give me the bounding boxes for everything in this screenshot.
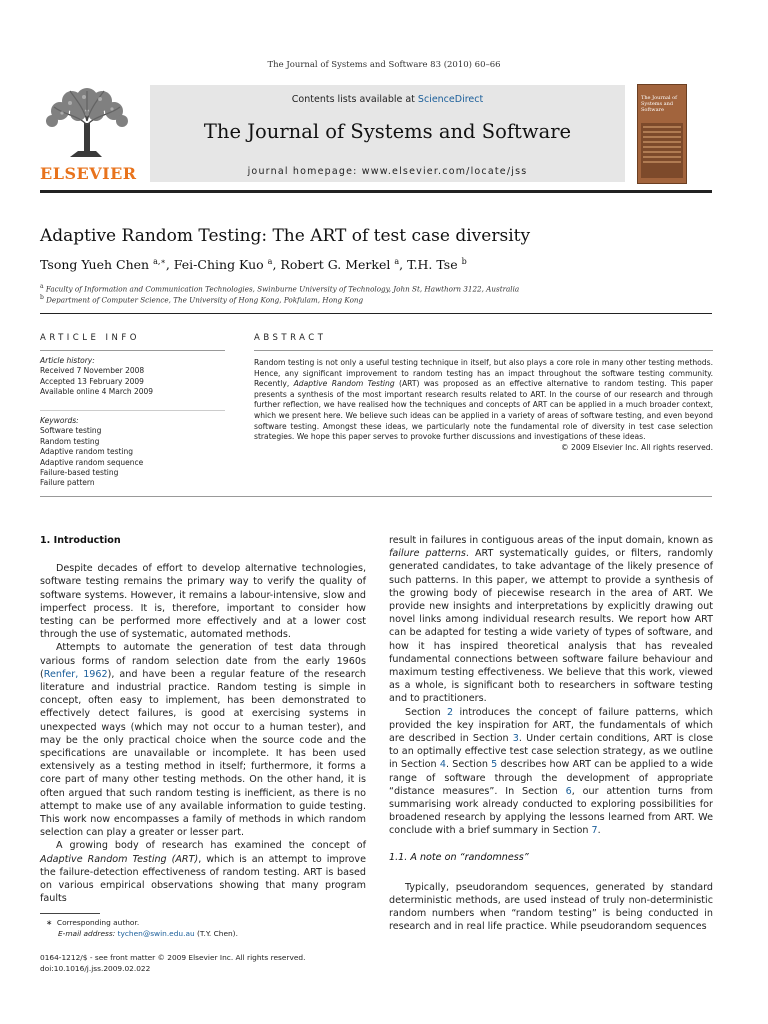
article-info-heading: ARTICLE INFO bbox=[40, 333, 140, 343]
author-name: Fei-Ching Kuo bbox=[173, 257, 264, 273]
cover-pattern bbox=[641, 123, 683, 178]
article-info-rule bbox=[40, 350, 225, 351]
intro-paragraph-1: Despite decades of effort to develop alternative technologies, software testing remains the primary way to verify the quality of software systems. However, it remains a labour-intensive, slow and imperfect process. It is, therefore, important to consider how testing can be performed more effectively and at a lower cost through the use of systematic, automated methods. bbox=[40, 563, 366, 641]
keyword-item: Adaptive random sequence bbox=[40, 457, 144, 467]
paragraph-emphasis: failure patterns bbox=[389, 548, 466, 560]
abstract-heading: ABSTRACT bbox=[254, 333, 327, 343]
keywords-label: Keywords: bbox=[40, 416, 79, 425]
abstract-bottom-rule bbox=[40, 496, 712, 497]
abstract-rule bbox=[254, 350, 713, 351]
body-right-column bbox=[389, 534, 713, 934]
cover-title: The Journal of Systems and Software bbox=[641, 95, 677, 113]
abstract-text bbox=[254, 358, 713, 453]
affiliation-text: Faculty of Information and Communication Technologies, Swinburne University of Technology, John St, Hawthorn 3122, Australia bbox=[45, 284, 520, 294]
paragraph-part: A growing body of research has examined the concept of bbox=[56, 840, 366, 852]
paragraph-part: , our attention turns from summarising work already conducted to exploring possibilities for broadened research by applying the lessons learned from ART. We conclude with a brief summary in Section bbox=[389, 785, 713, 837]
footnote-email bbox=[46, 929, 366, 940]
contents-line bbox=[150, 94, 625, 105]
author-affiliation-mark[interactable]: a bbox=[394, 257, 400, 266]
author-affiliation-mark[interactable]: a,∗ bbox=[153, 257, 166, 266]
keyword-item: Random testing bbox=[40, 436, 100, 446]
affiliation-b bbox=[40, 294, 363, 304]
running-head: The Journal of Systems and Software 83 (2010) 60–66 bbox=[267, 60, 501, 70]
footnote bbox=[46, 918, 366, 939]
footnote-corresponding bbox=[46, 918, 366, 929]
paragraph-part: . Section bbox=[445, 759, 492, 771]
elsevier-logo[interactable] bbox=[40, 85, 140, 185]
history-received: Received 7 November 2008 bbox=[40, 366, 145, 376]
affiliation-text: Department of Computer Science, The University of Hong Kong, Pokfulam, Hong Kong bbox=[46, 295, 364, 305]
citation-renfer[interactable]: Renfer, 1962 bbox=[43, 668, 108, 680]
header-rule bbox=[40, 313, 712, 314]
history-accepted: Accepted 13 February 2009 bbox=[40, 376, 144, 386]
section-link-6[interactable]: 6 bbox=[565, 785, 572, 797]
history-online: Available online 4 March 2009 bbox=[40, 387, 154, 397]
publisher-logo-text: ELSEVIER bbox=[40, 164, 137, 183]
intro-paragraph-3 bbox=[40, 839, 366, 905]
keyword-item: Failure pattern bbox=[40, 478, 95, 488]
footnote-text: Corresponding author. bbox=[56, 918, 140, 927]
keyword-item: Adaptive random testing bbox=[40, 447, 134, 457]
section-link-2[interactable]: 2 bbox=[447, 706, 454, 718]
affiliation-key: a bbox=[40, 283, 44, 290]
history-label: Article history: bbox=[40, 356, 95, 365]
contents-prefix: Contents lists available at bbox=[291, 94, 418, 105]
intro-paragraph-3-continued bbox=[389, 534, 713, 706]
section-link-5[interactable]: 5 bbox=[491, 759, 498, 771]
abstract-part: Random testing is not only a useful testing technique in itself, but also plays a core role in many other testing methods. Hence, any significant improvement to random testing has an impact throughout the software testing community. Recently, bbox=[254, 358, 713, 389]
abstract-copyright: © 2009 Elsevier Inc. All rights reserved. bbox=[561, 442, 713, 452]
keyword-item: Failure-based testing bbox=[40, 468, 119, 478]
section-link-7[interactable]: 7 bbox=[591, 825, 598, 837]
paragraph-part: describes how ART can be applied to a wide range of software through the development of appropriate “distance measures”. In Section bbox=[389, 759, 713, 797]
article-history bbox=[40, 356, 225, 398]
elsevier-tree-icon bbox=[40, 85, 132, 167]
footnote-rule bbox=[40, 913, 100, 914]
keywords-block bbox=[40, 416, 225, 489]
section-title-introduction: 1. Introduction bbox=[40, 535, 121, 546]
author-affiliation-mark[interactable]: b bbox=[461, 257, 467, 266]
paper-title: Adaptive Random Testing: The ART of test case diversity bbox=[40, 226, 531, 246]
affiliation-a bbox=[40, 283, 519, 293]
paragraph-part: . Under certain conditions, ART is close to an optimally effective test case selection strategy, as we outline in Section bbox=[389, 733, 713, 771]
masthead-rule bbox=[40, 190, 712, 193]
journal-title: The Journal of Systems and Software bbox=[203, 120, 572, 143]
section-link-3[interactable]: 3 bbox=[512, 733, 519, 745]
footnote-symbol: ∗ bbox=[46, 918, 53, 927]
randomness-paragraph-1: Typically, pseudorandom sequences, generated by standard deterministic methods, are used instead of truly non-deterministic random numbers when “random testing” is being conducted in research and in real life practice. While pseudorandom sequences bbox=[389, 881, 713, 933]
author-name: T.H. Tse bbox=[407, 257, 458, 273]
affiliation-key: b bbox=[40, 294, 44, 301]
body-left-column bbox=[40, 534, 366, 905]
paragraph-part: introduces the concept of failure patterns, which provided the key inspiration for ART, the fundamentals of which are described in Section bbox=[389, 706, 713, 745]
keyword-item: Software testing bbox=[40, 426, 102, 436]
issn-line: 0164-1212/$ - see front matter © 2009 Elsevier Inc. All rights reserved. bbox=[40, 953, 306, 962]
paragraph-part: ), and have been a regular feature of the research literature and industrial practice. Random testing is simple in concept, often easy to implement, has been demonstrated to effectively detect failures, is good at exercising systems in unexpected ways (which may not occur to a human tester), and may be the only practical choice when the source code and the specifications are unavailable or incomplete. It has been used extensively as a testing method in itself; furthermore, it forms a core part of many other testing methods. On the other hand, it is often argued that such random testing is inefficient, as there is no attempt to make use of any available information to guide testing. This work now encompasses a family of methods in which random selection can play a greater or lesser part. bbox=[40, 668, 366, 839]
author-name: Tsong Yueh Chen bbox=[40, 257, 150, 273]
subsection-title-randomness: 1.1. A note on “randomness” bbox=[389, 851, 529, 863]
paragraph-part: result in failures in contiguous areas of the input domain, known as bbox=[389, 535, 713, 546]
author-affiliation-mark[interactable]: a bbox=[267, 257, 273, 266]
paragraph-part: Attempts to automate the generation of test data through various forms of random selection date from the early 1960s ( bbox=[40, 642, 366, 680]
sciencedirect-link[interactable]: ScienceDirect bbox=[417, 94, 484, 105]
abstract-part: (ART) was proposed as an effective alternative to random testing. This paper presents a synthesis of the most important research results related to ART. In the course of our research and through further reflection, we have realised how the techniques and concepts of ART can be applied in a much broader context, which we present here. We believe such ideas can be applied in a variety of areas of software testing, and even beyond software testing. Amongst these ideas, we particularly note the fundamental role of diversity in test case selection strategies. We hope this paper serves to provoke further discussions and investigations of these ideas. bbox=[254, 379, 713, 442]
email-suffix: (T.Y. Chen). bbox=[194, 928, 238, 938]
journal-cover-thumbnail bbox=[637, 84, 687, 184]
intro-paragraph-4 bbox=[389, 706, 713, 838]
author-name: Robert G. Merkel bbox=[280, 257, 391, 273]
paragraph-part: Section bbox=[405, 706, 448, 718]
abstract-emphasis: Adaptive Random Testing bbox=[293, 379, 395, 389]
paragraph-part: , which is an attempt to improve the failure-detection effectiveness of random testing. ART is based on various empirical observations showing that many program faults bbox=[40, 853, 366, 905]
doi-line[interactable]: doi:10.1016/j.jss.2009.02.022 bbox=[40, 964, 151, 973]
keywords-rule bbox=[40, 410, 225, 411]
journal-homepage[interactable]: journal homepage: www.elsevier.com/locate/jss bbox=[247, 166, 528, 177]
email-label: E-mail address: bbox=[58, 928, 118, 938]
intro-paragraph-2 bbox=[40, 641, 366, 839]
paragraph-emphasis: Adaptive Random Testing (ART) bbox=[40, 853, 199, 865]
author-list: Tsong Yueh Chen $^{a,∗}$, Fei-Ching Kuo $^a$, Robert G. Merkel $^a$, T.H. Tse $^b$ bbox=[40, 257, 467, 273]
paragraph-part: . bbox=[597, 825, 601, 837]
bottom-matter bbox=[40, 952, 305, 974]
paragraph-part: . ART systematically guides, or filters, randomly generated candidates, to take advantage of the likely presence of such patterns. In this paper, we attempt to provide a synthesis of the growing body of piecewise research in the area of ART. We provide new insights and interpretations by explicitly drawing out novel links among individual research results. We report how ART can be adapted for testing a wide variety of types of software, and how it has inspired theoretical analysis that has revealed fundamental connections between software failure behaviour and maximum testing effectiveness. We believe that this work, viewed as a whole, is significant both to researchers in software testing and to practitioners. bbox=[389, 548, 714, 705]
section-link-4[interactable]: 4 bbox=[439, 759, 446, 771]
email-link[interactable]: tychen@swin.edu.au bbox=[117, 928, 195, 938]
